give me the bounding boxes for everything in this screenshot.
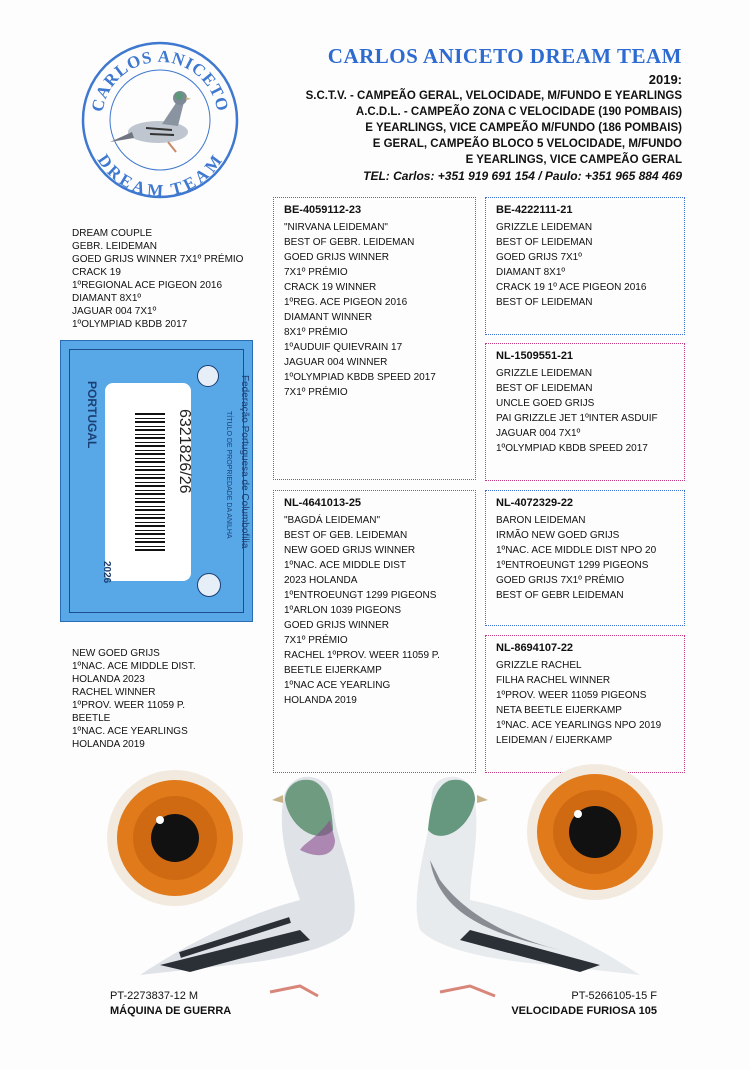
barcode <box>135 411 165 551</box>
pedigree-line: NEW GOED GRIJS WINNER <box>284 545 416 556</box>
note-line: DIAMANT 8X1º <box>72 293 142 304</box>
note-line: DREAM COUPLE <box>72 228 153 239</box>
card-country: PORTUGAL <box>85 381 99 449</box>
pigeon-icon <box>110 91 191 152</box>
note-line: 1ºREGIONAL ACE PIGEON 2016 <box>72 280 223 291</box>
ring-number: NL-4641013-25 <box>284 497 362 509</box>
federation-seal-icon <box>197 573 221 597</box>
caption-right <box>511 990 657 1017</box>
pedigree-line: 1ºOLYMPIAD KBDB SPEED 2017 <box>496 443 648 454</box>
pedigree-line: BEST OF LEIDEMAN <box>496 383 593 394</box>
pedigree-line: 1ºAUDUIF QUIEVRAIN 17 <box>284 342 403 353</box>
pedigree-box-dam <box>273 490 476 773</box>
pedigree-line: JAGUAR 004 WINNER <box>284 357 388 368</box>
pedigree-line: 2023 HOLANDA <box>284 575 358 586</box>
note-line: GEBR. LEIDEMAN <box>72 241 158 252</box>
pedigree-box-dam-sire <box>485 490 685 626</box>
notes-bottom <box>72 647 196 751</box>
pedigree-line: IRMÃO NEW GOED GRIJS <box>496 530 620 541</box>
federation-emblem-icon <box>197 365 219 387</box>
pedigree-line: BEETLE EIJERKAMP <box>284 665 382 676</box>
pedigree-line: 1ºARLON 1039 PIGEONS <box>284 605 402 616</box>
logo-bottom-text: DREAM TEAM <box>93 150 227 200</box>
notes-top <box>72 227 243 331</box>
ring-number: BE-4059112-23 <box>284 204 362 216</box>
pedigree-line: CRACK 19 1º ACE PIGEON 2016 <box>496 282 647 293</box>
card-ring-number: 6321826/26 <box>176 409 193 494</box>
right-eye-icon <box>527 764 663 900</box>
right-ring-number: PT-5266105-15 F <box>571 990 657 1002</box>
pedigree-line: BEST OF LEIDEMAN <box>496 297 593 308</box>
header-achievements <box>306 72 682 184</box>
ring-number: NL-1509551-21 <box>496 350 574 362</box>
barcode-label <box>105 383 191 581</box>
pedigree-line: UNCLE GOED GRIJS <box>496 398 595 409</box>
note-line: NEW GOED GRIJS <box>72 648 160 659</box>
pedigree-line: HOLANDA 2019 <box>284 695 357 706</box>
pedigree-line: BEST OF GEBR. LEIDEMAN <box>284 237 415 248</box>
left-ring-number: PT-2273837-12 M <box>110 990 199 1002</box>
note-line: 1ºPROV. WEER 11059 P. <box>72 700 185 711</box>
pedigree-line: DIAMANT WINNER <box>284 312 373 323</box>
header-line: E YEARLINGS, VICE CAMPEÃO GERAL <box>465 154 682 166</box>
header-line: E GERAL, CAMPEÃO BLOCO 5 VELOCIDADE, M/FUNDO <box>372 138 682 150</box>
right-pigeon-name: VELOCIDADE FURIOSA 105 <box>511 1005 657 1017</box>
pedigree-line: 7X1º PRÉMIO <box>284 267 348 278</box>
card-federation: Federação Portuguesa de Columbofilia <box>239 375 250 549</box>
ring-ownership-card <box>60 340 253 622</box>
left-pigeon-name: MÁQUINA DE GUERRA <box>110 1005 232 1017</box>
ring-number: NL-8694107-22 <box>496 642 574 654</box>
pedigree-line: LEIDEMAN / EIJERKAMP <box>496 735 613 746</box>
pedigree-line: GOED GRIJS WINNER <box>284 620 390 631</box>
card-subtitle: TÍTULO DE PROPRIEDADE DA ANILHA <box>225 411 232 539</box>
pedigree-line: BEST OF GEBR LEIDEMAN <box>496 590 624 601</box>
pedigree-box-sire-sire <box>485 197 685 335</box>
header-year: 2019: <box>648 72 682 87</box>
pedigree-line: PAI GRIZZLE JET 1ºINTER ASDUIF <box>496 413 658 424</box>
pedigree-line: BARON LEIDEMAN <box>496 515 586 526</box>
pedigree-line: 1ºENTROEUNGT 1299 PIGEONS <box>496 560 649 571</box>
pedigree-line: GRIZZLE LEIDEMAN <box>496 368 593 379</box>
pedigree-line: 1ºNAC. ACE MIDDLE DIST <box>284 560 407 571</box>
pedigree-line: "BAGDÁ LEIDEMAN" <box>284 515 381 526</box>
logo-top-text: CARLOS ANICETO <box>87 46 233 114</box>
note-line: GOED GRIJS WINNER 7X1º PRÉMIO <box>72 254 244 265</box>
pedigree-line: NETA BEETLE EIJERKAMP <box>496 705 622 716</box>
pedigree-box-dam-dam <box>485 635 685 773</box>
pedigree-line: 7X1º PRÉMIO <box>284 635 348 646</box>
team-title: CARLOS ANICETO DREAM TEAM <box>327 44 682 68</box>
pedigree-line: GRIZZLE LEIDEMAN <box>496 222 593 233</box>
note-line: 1ºNAC. ACE MIDDLE DIST. <box>72 661 196 672</box>
pedigree-line: GOED GRIJS WINNER <box>284 252 390 263</box>
note-line: CRACK 19 <box>72 267 121 278</box>
pedigree-line: JAGUAR 004 7X1º <box>496 428 581 439</box>
pedigree-line: GOED GRIJS 7X1º <box>496 252 582 263</box>
caption-left <box>110 990 231 1017</box>
note-line: 1ºOLYMPIAD KBDB 2017 <box>72 319 188 330</box>
note-line: BEETLE <box>72 713 111 724</box>
pedigree-line: DIAMANT 8X1º <box>496 267 566 278</box>
pedigree-line: 1ºENTROEUNGT 1299 PIGEONS <box>284 590 437 601</box>
pedigree-line: 1ºNAC ACE YEARLING <box>284 680 391 691</box>
pedigree-line: BEST OF LEIDEMAN <box>496 237 593 248</box>
header-line: A.C.D.L. - CAMPEÃO ZONA C VELOCIDADE (190 POMBAIS) <box>355 106 682 118</box>
pedigree-line: 8X1º PRÉMIO <box>284 327 348 338</box>
note-line: 1ºNAC. ACE YEARLINGS <box>72 726 188 737</box>
ring-number: BE-4222111-21 <box>496 204 573 216</box>
note-line: RACHEL WINNER <box>72 687 156 698</box>
pedigree-line: FILHA RACHEL WINNER <box>496 675 611 686</box>
pedigree-line: GRIZZLE RACHEL <box>496 660 582 671</box>
pedigree-line: 1ºNAC. ACE YEARLINGS NPO 2019 <box>496 720 662 731</box>
svg-text:DREAM TEAM <box>94 151 227 200</box>
pedigree-line: 1ºPROV. WEER 11059 PIGEONS <box>496 690 647 701</box>
header-line: E YEARLINGS, VICE CAMPEÃO M/FUNDO (186 POMBAIS) <box>365 122 682 134</box>
left-eye-icon <box>107 770 243 906</box>
pedigree-box-sire-dam <box>485 343 685 481</box>
pedigree-line: 1ºNAC. ACE MIDDLE DIST NPO 20 <box>496 545 657 556</box>
pedigree-line: CRACK 19 WINNER <box>284 282 377 293</box>
note-line: JAGUAR 004 7X1º <box>72 306 157 317</box>
pedigree-line: 1ºREG. ACE PIGEON 2016 <box>284 297 408 308</box>
card-year: 2026 <box>101 561 112 584</box>
club-logo <box>80 40 240 200</box>
pedigree-line: 7X1º PRÉMIO <box>284 387 348 398</box>
pedigree-line: 1ºOLYMPIAD KBDB SPEED 2017 <box>284 372 436 383</box>
header-telephone: TEL: Carlos: +351 919 691 154 / Paulo: +351 965 884 469 <box>363 169 682 183</box>
pedigree-line: RACHEL 1ºPROV. WEER 11059 P. <box>284 650 440 661</box>
pigeon-photos <box>0 760 750 1010</box>
note-line: HOLANDA 2019 <box>72 739 145 750</box>
pedigree-line: BEST OF GEB. LEIDEMAN <box>284 530 408 541</box>
header-line: S.C.T.V. - CAMPEÃO GERAL, VELOCIDADE, M/FUNDO E YEARLINGS <box>305 90 682 102</box>
pedigree-box-sire <box>273 197 476 480</box>
note-line: HOLANDA 2023 <box>72 674 145 685</box>
svg-text:CARLOS ANICETO <box>88 47 233 114</box>
pedigree-line: GOED GRIJS 7X1º PRÉMIO <box>496 575 625 586</box>
ring-number: NL-4072329-22 <box>496 497 574 509</box>
pedigree-line: "NIRVANA LEIDEMAN" <box>284 222 388 233</box>
